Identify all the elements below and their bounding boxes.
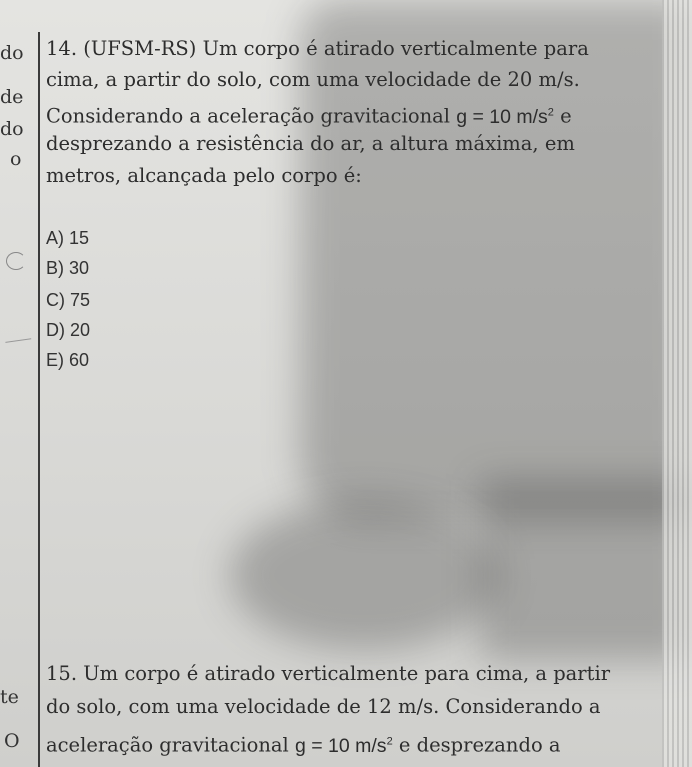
pen-mark [6,252,26,270]
margin-word: do [0,42,24,64]
margin-word: o [10,148,22,170]
q15-line-3-text: aceleração gravitacional [46,733,289,757]
q14-formula: g = 10 $m/s^2$ [456,105,554,128]
q14-option-a: A) 15 [46,228,90,248]
q15-line-1: 15. Um corpo é atirado verticalmente para cima, a partir [46,662,611,685]
page-edge [662,0,692,767]
hand-shadow-right [480,480,692,660]
q14-option-c: C) 75 [46,290,91,310]
q14-line-5: metros, alcançada pelo corpo é: [46,164,362,187]
pen-mark [5,338,32,353]
hand-shadow-lower [230,500,500,650]
q14-line-1 [46,36,589,62]
q14-number-source: 14. (UFSM-RS) [46,37,197,60]
q14-option-b: B) 30 [46,258,90,278]
q14-option-d: D) 20 [46,320,91,340]
q14-line-4: desprezando a resistência do ar, a altura máxima, em [46,132,575,155]
column-divider [38,32,40,767]
margin-word: O [4,730,20,752]
q15-formula: g = 10 $m/s^2$ [294,734,393,757]
q14-option-e: E) 60 [46,350,90,370]
q14-line-3-text: Considerando a aceleração gravitacional [46,104,450,128]
margin-word: te [0,686,19,708]
q14-line-3-end: e [560,104,572,128]
q14-line-2: cima, a partir do solo, com uma velocidade de 20 m/s. [46,68,580,91]
q14-line-3 [46,99,572,130]
q15-line-2: do solo, com uma velocidade de 12 m/s. Considerando a [46,695,601,718]
q15-line-3 [46,728,561,759]
q15-line-3-end: e desprezando a [398,733,561,757]
margin-word: do [0,118,24,140]
margin-word: de [0,86,24,108]
q14-line-1-text: Um corpo é atirado verticalmente para [202,37,589,60]
